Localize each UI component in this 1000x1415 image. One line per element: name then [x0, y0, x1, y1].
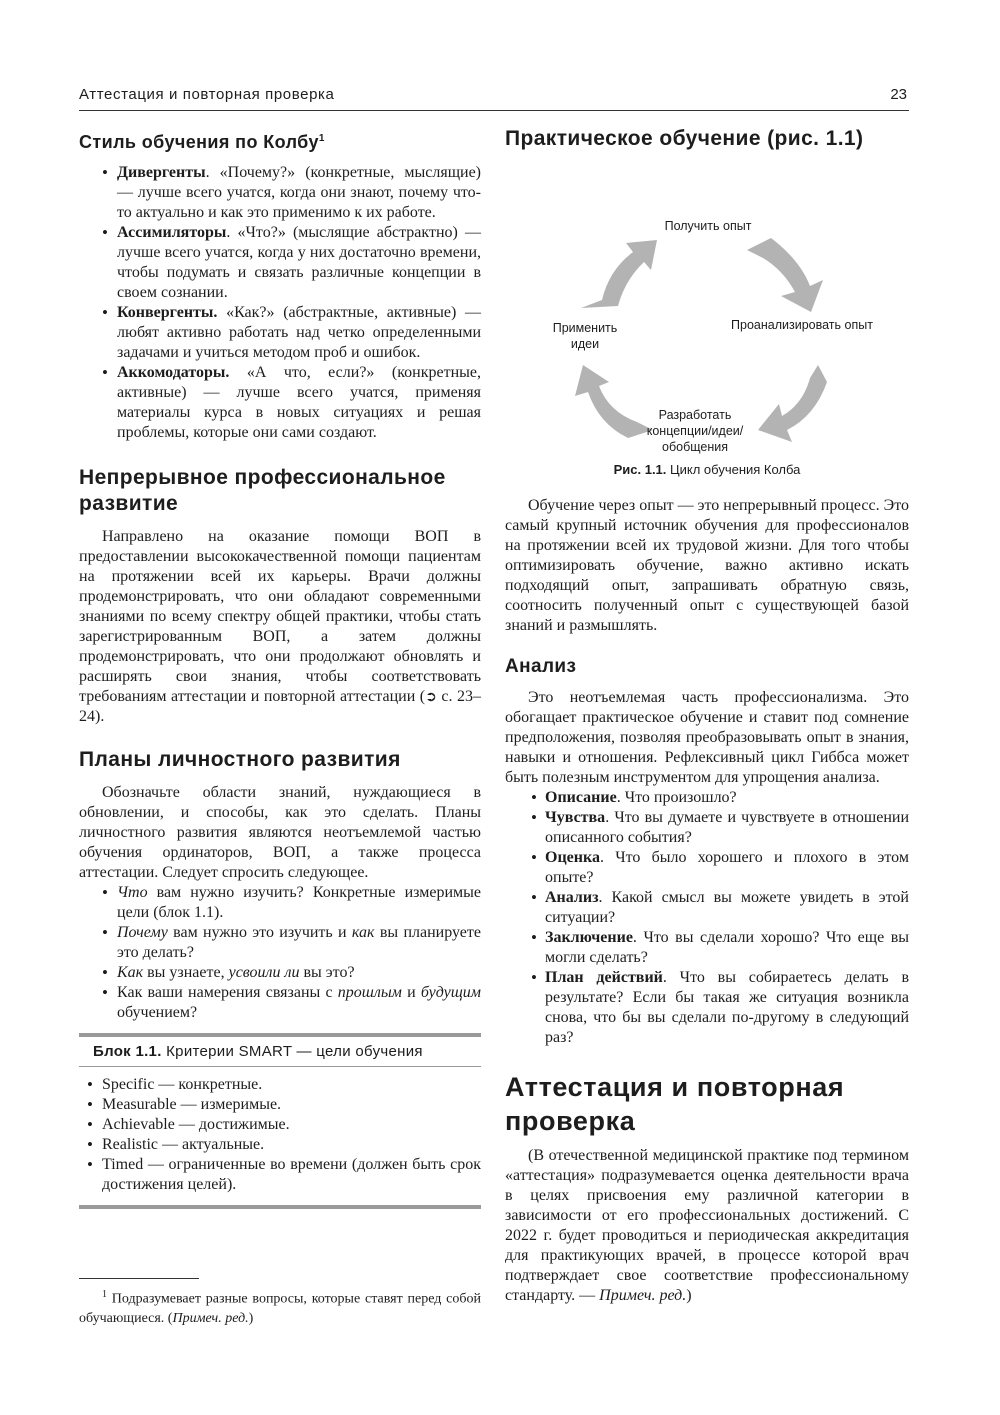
text: обучением?	[117, 1004, 198, 1021]
appraisal-text: (В отечественной медицинской практике под термином «аттестация» подразумевается оценка деятельности врача в целях присвоения ему различной категории в зависимости от его профессиональных достижений. С 2022 г. будет проводиться и периодическая аккредитация для практикующих врачей, в процессе которой врач подтверждает свое соответствие профессиональному стандарту. —	[505, 1147, 909, 1304]
list-item	[505, 928, 909, 968]
term: Аккомодаторы.	[117, 364, 230, 381]
figure-caption	[505, 460, 909, 480]
text: вы планируете это делать?	[117, 924, 481, 961]
box-divider	[79, 1066, 481, 1067]
practical-learning-heading: Практическое обучение (рис. 1.1)	[505, 127, 864, 150]
list-item	[79, 303, 481, 363]
cpd-heading: Непрерывное профессиональное развитие	[79, 466, 446, 515]
text: вам нужно это изучить и	[167, 924, 352, 941]
page-number: 23	[890, 86, 907, 103]
running-header	[79, 86, 907, 108]
list-item	[79, 163, 481, 223]
list-item	[505, 888, 909, 928]
definition: . Что вы думаете и чувствуете в отношении описанного события?	[545, 809, 909, 846]
editor-note: Примеч. ред.	[599, 1287, 687, 1304]
list-item	[79, 363, 481, 443]
practical-learning-paragraph: Обучение через опыт — это непрерывный процесс. Это самый крупный источник обучения для профессионалов на протяжении всей их трудовой жизни. Для того чтобы оптимизировать обучение, важно активно искать подходящий опыт, запрашивать обратную связь, соотносить полученный опыт с существующей базой знаний и размышлять.	[505, 497, 909, 634]
list-item	[505, 808, 909, 848]
term: Конвергенты.	[117, 304, 218, 321]
term: План действий	[545, 969, 663, 986]
text: Как ваши намерения связаны с	[117, 984, 338, 1001]
smart-criteria-list	[79, 1075, 481, 1195]
definition: . Что вы собираетесь делать в результате? Если бы такая же ситуация возникла снова, что бы вы сделали по-другому в следующий раз?	[545, 969, 910, 1046]
box-bottom-bar	[79, 1205, 481, 1209]
label-analyze-experience: Проанализировать опыт	[731, 318, 873, 332]
arrow-analyze-to-concepts	[758, 365, 827, 442]
list-item: • Measurable — измеримые.	[79, 1095, 481, 1115]
caption-label: Рис. 1.1.	[613, 462, 667, 477]
emphasis: будущим	[420, 984, 482, 1001]
emphasis: Почему	[117, 924, 168, 941]
list-item	[505, 968, 909, 1048]
cross-reference-icon: ➲	[425, 689, 437, 705]
emphasis: Как	[117, 964, 144, 981]
smart-criteria-box	[79, 1033, 481, 1209]
definition: . Что было хорошего и плохого в этом опыте?	[545, 849, 909, 886]
list-item: • Achievable — достижимые.	[79, 1115, 481, 1135]
kolb-cycle-figure	[505, 160, 909, 476]
emphasis: Что	[117, 884, 148, 901]
emphasis: прошлым	[337, 984, 402, 1001]
definition: . Что произошло?	[616, 789, 737, 806]
cpd-text: Направлено на оказание помощи ВОП в предоставлении высококачественной помощи пациентам на протяжении всей их карьеры. Врачи должны продемонстрировать, что они обладают современными знаниями по всему спектру общей практики, чтобы стать зарегистрированным ВОП, а затем должны продемонстрировать, что они продолжают обновлять и расширять свои знания, чтобы соответствовать требованиям аттестации и повторной аттестации (	[79, 528, 481, 705]
footnote-mark: 1	[102, 1289, 107, 1300]
term: Ассимиляторы	[117, 224, 227, 241]
appraisal-heading: Аттестация и повторная проверка	[505, 1072, 845, 1136]
kolb-styles-list	[79, 163, 481, 443]
box-label: Блок 1.1.	[93, 1043, 162, 1060]
emphasis: усвоили ли	[228, 964, 300, 981]
label-apply-ideas: Применить идеи	[552, 321, 618, 351]
pdp-heading: Планы личностного развития	[79, 748, 401, 771]
footnote-close: )	[248, 1310, 254, 1326]
label-develop-concepts: Разработать концепции/идеи/ обобщения	[646, 408, 744, 454]
definition: . «Почему?» (конкретные, мыслящие) — лучше всего учатся, когда они знают, почему что-то актуально и как это применимо к их работе.	[117, 164, 481, 221]
footnote-body: Подразумевает разные вопросы, которые ставят перед собой обучающиеся. (	[79, 1291, 481, 1326]
term: Дивергенты	[117, 164, 206, 181]
list-item	[79, 983, 481, 1023]
box-title	[79, 1037, 481, 1066]
text: и	[401, 984, 421, 1001]
term: Описание	[545, 789, 617, 806]
text: вы это?	[299, 964, 355, 981]
footnote-rule	[79, 1278, 199, 1279]
label-get-experience: Получить опыт	[664, 219, 752, 233]
pdp-paragraph: Обозначьте области знаний, нуждающиеся в обновлении, и способы, как это сделать. Планы личностного развития являются неотъемлемой частью обучения ординаторов, ВОП, а также процесса аттестации. Следует спросить следующее.	[79, 784, 481, 881]
cross-reference-text: с. 23–24).	[79, 688, 482, 725]
caption-text: Цикл обучения Колба	[666, 462, 801, 477]
analysis-paragraph: Это неотъемлемая часть профессионализма. Это обогащает практическое обучение и ставит под сомнение предположения, позволяя преобразовывать опыт в знания, навыки и отношения. Рефлексивный цикл Гиббса может быть полезным инструментом для упрощения анализа.	[505, 689, 909, 786]
list-item	[79, 963, 481, 983]
list-item: • Timed — ограниченные во времени (должен быть срок достижения целей).	[79, 1155, 481, 1195]
footnote-text	[79, 1285, 481, 1328]
definition: . Что вы сделали хорошо? Что еще вы могли сделать?	[545, 929, 909, 966]
gibbs-cycle-list	[505, 788, 909, 1048]
text: вы узнаете,	[143, 964, 229, 981]
term: Оценка	[545, 849, 600, 866]
definition: «А что, если?» (конкретные, активные) — лучше всего учатся, применяя материалы курса в новых ситуациях и решая проблемы, которые они сами создают.	[117, 364, 481, 441]
running-title: Аттестация и повторная проверка	[79, 86, 335, 103]
header-rule	[79, 110, 909, 111]
list-item: • Realistic — актуальные.	[79, 1135, 481, 1155]
text: вам нужно изучить? Конкретные измеримые цели (блок 1.1).	[117, 884, 481, 921]
term: Чувства	[545, 809, 606, 826]
analysis-heading: Анализ	[505, 656, 577, 677]
term: Анализ	[545, 889, 599, 906]
footnote	[79, 1278, 481, 1328]
term: Заключение	[545, 929, 633, 946]
cpd-paragraph	[79, 527, 481, 727]
right-column	[505, 126, 909, 1306]
list-item	[79, 923, 481, 963]
list-item	[79, 883, 481, 923]
footnote-reference: 1	[318, 133, 325, 144]
definition: . «Что?» (мыслящие абстрактно) — лучше всего учатся, когда у них достаточно времени, чтобы подумать и связать различные концепции в своем сознании.	[117, 224, 481, 301]
list-item: • Specific — конкретные.	[79, 1075, 481, 1095]
arrow-experience-to-analyze	[747, 238, 823, 312]
arrow-apply-to-experience	[581, 240, 657, 308]
pdp-questions-list	[79, 883, 481, 1023]
definition: «Как?» (абстрактные, активные) — любят активно работать над четко определенными задачами и учиться методом проб и ошибок.	[117, 304, 481, 361]
appraisal-paragraph	[505, 1146, 909, 1306]
box-title-text: Критерии SMART — цели обучения	[161, 1043, 423, 1060]
list-item	[505, 848, 909, 888]
left-column	[79, 128, 481, 1209]
emphasis: как	[351, 924, 375, 941]
kolb-styles-heading-text: Стиль обучения по Колбу	[79, 132, 319, 152]
list-item	[79, 223, 481, 303]
appraisal-close: )	[686, 1287, 692, 1304]
editor-note: Примеч. ред.	[172, 1310, 249, 1326]
kolb-styles-heading	[79, 128, 481, 153]
list-item	[505, 788, 909, 808]
definition: . Какой смысл вы можете увидеть в этой ситуации?	[545, 889, 909, 926]
